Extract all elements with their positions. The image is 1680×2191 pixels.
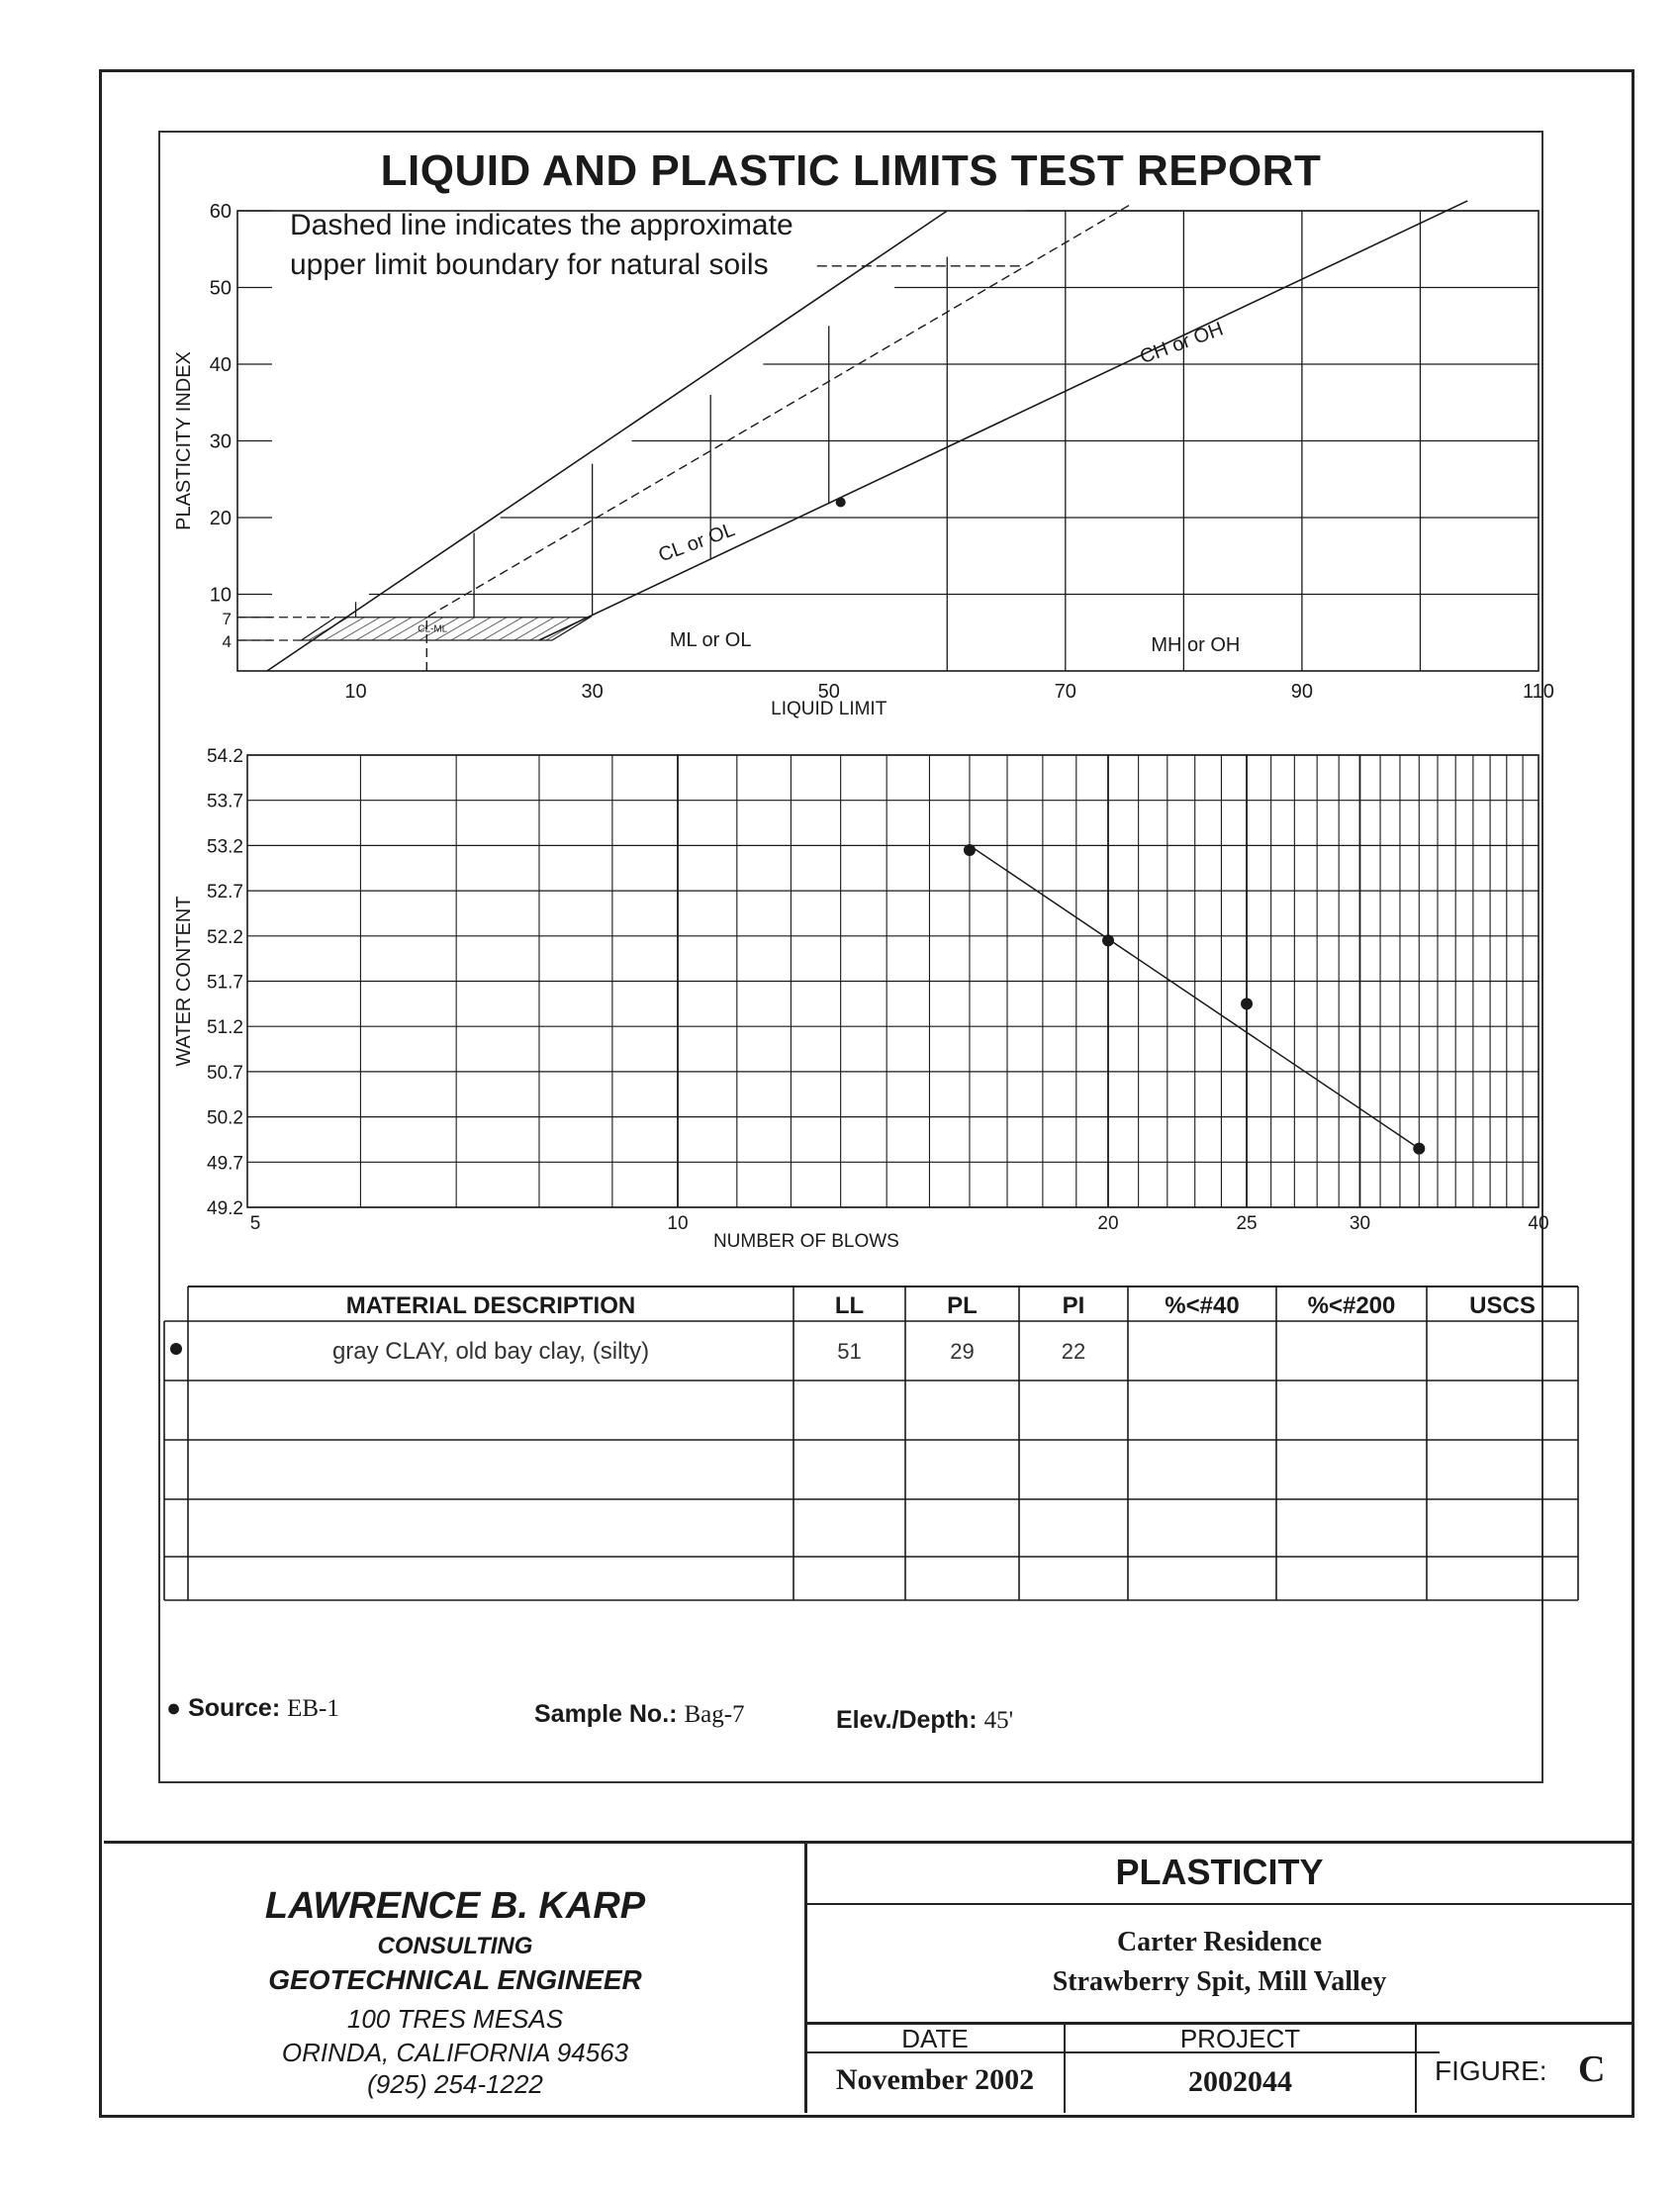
source-info xyxy=(166,1694,339,1723)
source-value: EB-1 xyxy=(287,1695,339,1722)
zone-label-cl-ml: CL-ML xyxy=(418,623,448,635)
sample-value: Bag-7 xyxy=(684,1701,745,1728)
zone-label-mh-oh: MH or OH xyxy=(1151,633,1241,656)
x-tick-label: 40 xyxy=(1528,1213,1549,1234)
data-point xyxy=(1413,1143,1425,1155)
figure-label: FIGURE: xyxy=(1435,2055,1547,2086)
y-tick-label: 50.2 xyxy=(207,1107,243,1129)
phone: (925) 254-1222 xyxy=(367,2069,543,2099)
table-header: PI xyxy=(1062,1292,1085,1319)
table-cell: 22 xyxy=(1061,1339,1086,1364)
x-tick-label: 110 xyxy=(1523,681,1554,703)
zone-label-cl-ol: CL or OL xyxy=(655,519,738,567)
y-tick-label: 52.7 xyxy=(207,882,243,904)
y-tick-label: 60 xyxy=(209,201,232,223)
y-tick-label: 20 xyxy=(209,508,232,529)
table-header: MATERIAL DESCRIPTION xyxy=(345,1292,636,1319)
x-axis-label: NUMBER OF BLOWS xyxy=(712,1231,899,1252)
x-tick-label: 10 xyxy=(344,681,367,703)
y-axis-label: WATER CONTENT xyxy=(173,896,195,1067)
y-tick-label: 50 xyxy=(209,277,232,300)
y-tick-label: 4 xyxy=(222,632,232,651)
y-tick-label: 7 xyxy=(222,609,232,628)
title-block xyxy=(104,1841,1633,2113)
y-tick-label: 51.7 xyxy=(207,972,243,994)
row-marker xyxy=(170,1343,182,1355)
note-line-2: upper limit boundary for natural soils xyxy=(290,248,769,281)
project-number: 2002044 xyxy=(1188,2065,1292,2098)
data-point xyxy=(964,844,976,856)
y-tick-label: 53.7 xyxy=(207,791,243,812)
table-cell: 51 xyxy=(837,1339,862,1364)
project-name: Carter Residence xyxy=(1116,1927,1323,1957)
results-table xyxy=(158,1282,1583,1608)
flow-curve-chart xyxy=(148,737,1583,1262)
dashed-line-note xyxy=(290,206,793,285)
report-title: LIQUID AND PLASTIC LIMITS TEST REPORT xyxy=(380,146,1322,195)
table-cell: gray CLAY, old bay clay, (silty) xyxy=(331,1338,650,1365)
x-tick-label: 30 xyxy=(581,681,604,703)
date-value: November 2002 xyxy=(835,2063,1035,2096)
table-header: PL xyxy=(947,1292,978,1319)
elev-value: 45' xyxy=(983,1707,1014,1734)
x-tick-label: 50 xyxy=(817,681,840,703)
source-bullet-icon: ● xyxy=(166,1694,182,1722)
elevation-info xyxy=(836,1706,1013,1735)
x-tick-label: 10 xyxy=(667,1213,689,1234)
company-line3: GEOTECHNICAL ENGINEER xyxy=(268,1964,642,1995)
y-axis-label: PLASTICITY INDEX xyxy=(173,351,195,530)
heading-plasticity: PLASTICITY xyxy=(1115,1852,1324,1892)
data-point xyxy=(1102,934,1114,946)
data-point xyxy=(1241,998,1253,1009)
note-line-1: Dashed line indicates the approximate xyxy=(290,209,793,241)
x-tick-label: 90 xyxy=(1290,681,1314,703)
address-line1: 100 TRES MESAS xyxy=(346,2004,564,2034)
source-label: Source: xyxy=(188,1694,281,1722)
table-header: USCS xyxy=(1469,1292,1536,1319)
y-tick-label: 53.2 xyxy=(207,836,243,858)
sample-info xyxy=(534,1700,745,1729)
x-tick-label: 20 xyxy=(1097,1213,1119,1234)
x-tick-label: 70 xyxy=(1054,681,1076,703)
figure-value: C xyxy=(1578,2048,1606,2090)
y-tick-label: 40 xyxy=(209,354,232,376)
date-label: DATE xyxy=(901,2024,969,2053)
company-line2: CONSULTING xyxy=(377,1933,533,1959)
table-header: %<#40 xyxy=(1165,1292,1240,1319)
x-tick-label: 30 xyxy=(1349,1213,1371,1234)
x-tick-label: 5 xyxy=(249,1213,261,1234)
zone-label-ch-oh: CH or OH xyxy=(1137,318,1227,369)
y-tick-label: 30 xyxy=(209,430,232,453)
sample-label: Sample No.: xyxy=(534,1700,678,1728)
y-tick-label: 51.2 xyxy=(207,1017,243,1039)
x-axis-label: LIQUID LIMIT xyxy=(771,699,887,719)
project-location: Strawberry Spit, Mill Valley xyxy=(1052,1966,1387,1997)
table-cell: 29 xyxy=(950,1339,975,1364)
y-tick-label: 52.2 xyxy=(207,926,243,948)
table-header: LL xyxy=(834,1292,865,1319)
address-line2: ORINDA, CALIFORNIA 94563 xyxy=(281,2038,629,2067)
x-tick-label: 25 xyxy=(1236,1213,1258,1234)
y-tick-label: 49.2 xyxy=(207,1198,243,1219)
y-tick-label: 49.7 xyxy=(207,1153,243,1175)
zone-label-ml-ol: ML or OL xyxy=(669,629,752,652)
project-label: PROJECT xyxy=(1179,2024,1301,2053)
table-header: %<#200 xyxy=(1307,1292,1396,1319)
y-tick-label: 54.2 xyxy=(207,746,243,767)
y-tick-label: 10 xyxy=(209,584,232,607)
y-tick-label: 50.7 xyxy=(207,1062,243,1084)
data-point xyxy=(836,498,846,508)
company-name: LAWRENCE B. KARP xyxy=(264,1885,646,1927)
elev-label: Elev./Depth: xyxy=(836,1706,978,1734)
